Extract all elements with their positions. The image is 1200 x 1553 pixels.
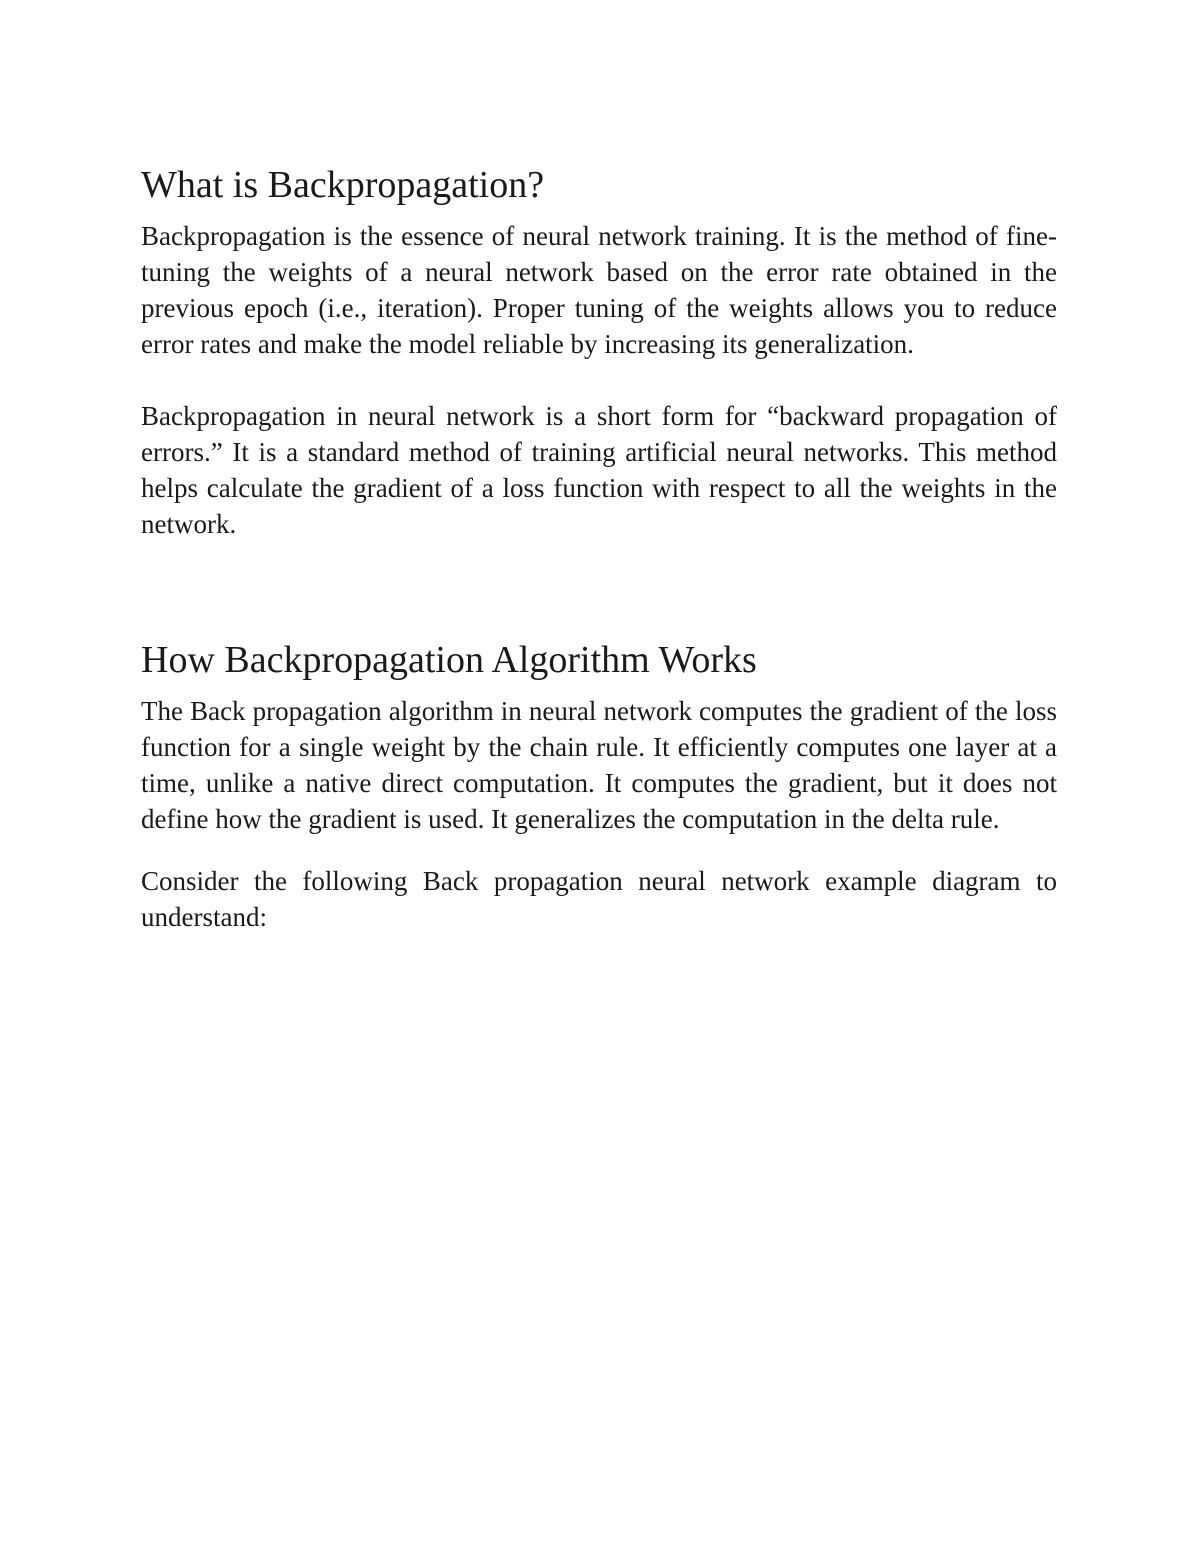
paragraph-short-form: Backpropagation in neural network is a short form for “backward propagation of errors.” It is a standard method of training artificial neural networks. This method helps calculate the gradient of a loss function with respect to all the weights in the network. xyxy=(141,401,1057,539)
paragraph-algorithm: The Back propagation algorithm in neural network computes the gradient of the loss function for a single weight by the chain rule. It efficiently computes one layer at a time, unlike a native direct computation. It computes the gradient, but it does not define how the gradient is used. It generalizes the computation in the delta rule. xyxy=(141,696,1057,834)
section-heading-how-it-works: How Backpropagation Algorithm Works xyxy=(141,639,757,681)
paragraph-spacer xyxy=(141,837,1057,863)
paragraph-consider-diagram: Consider the following Back propagation neural network example diagram to understand: xyxy=(141,866,1057,932)
section-spacer xyxy=(141,542,1057,635)
section-heading-what-is-backpropagation: What is Backpropagation? xyxy=(141,164,545,206)
paragraph-definition: Backpropagation is the essence of neural network training. It is the method of fine-tuning the weights of a neural network based on the error rate obtained in the previous epoch (i.e., iteration). Proper tuning of the weights allows you to reduce error rates and make the model reliable by increasing its generalization. xyxy=(141,221,1057,359)
paragraph-spacer xyxy=(141,362,1057,398)
document-page xyxy=(141,160,1057,935)
